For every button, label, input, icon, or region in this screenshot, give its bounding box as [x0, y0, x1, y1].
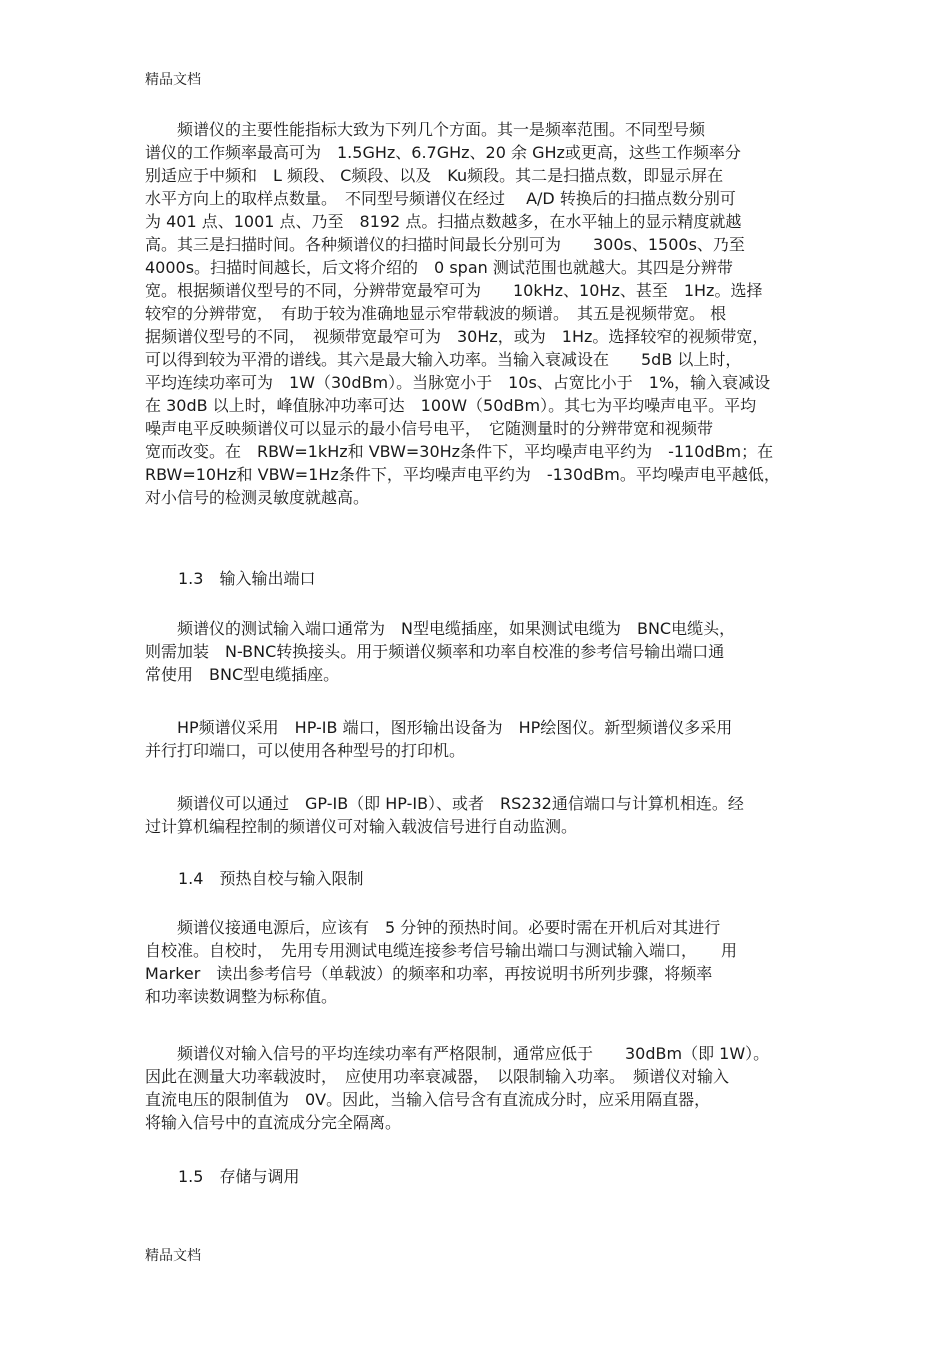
paragraph-gp-ib [145, 792, 815, 838]
text-line: 对小信号的检测灵敏度就越高。 [145, 488, 370, 507]
text-line: 据频谱仪型号的不同， 视频带宽最窄可为 30Hz，或为 1Hz。选择较窄的视频带宽， [145, 327, 769, 346]
text-line: 频谱仪可以通过 GP-IB（即 HP-IB）、或者 RS232通信端口与计算机相连。经 [145, 794, 744, 813]
paragraph-input-limits [145, 1042, 815, 1134]
page-footer-label: 精品文档 [145, 1248, 201, 1264]
text-line: 较窄的分辨带宽， 有助于较为准确地显示窄带载波的频谱。 其五是视频带宽。 根 [145, 304, 727, 323]
text-line: 噪声电平反映频谱仪可以显示的最小信号电平， 它随测量时的分辨带宽和视频带 [145, 419, 714, 438]
text-line: 在 30dB 以上时，峰值脉冲功率可达 100W（50dBm）。其七为平均噪声电平。平均 [145, 396, 757, 415]
text-line: 并行打印端口，可以使用各种型号的打印机。 [145, 741, 466, 760]
text-line: 宽。根据频谱仪型号的不同，分辨带宽最窄可为 10kHz、10Hz、甚至 1Hz。选择 [145, 281, 763, 300]
text-line: 直流电压的限制值为 0V。因此，当输入信号含有直流成分时，应采用隔直器， [145, 1090, 711, 1109]
text-line: 将输入信号中的直流成分完全隔离。 [145, 1113, 402, 1132]
text-line: 频谱仪对输入信号的平均连续功率有严格限制，通常应低于 30dBm（即 1W）。 [145, 1044, 770, 1063]
paragraph-io-ports [145, 617, 815, 686]
section-heading-1-4: 1.4 预热自校与输入限制 [178, 869, 364, 888]
text-line: RBW=10Hz和 VBW=1Hz条件下，平均噪声电平约为 -130dBm。平均噪声电平越低， [145, 465, 780, 484]
paragraph-hp-ib [145, 716, 815, 762]
text-line: 过计算机编程控制的频谱仪可对输入载波信号进行自动监测。 [145, 817, 578, 836]
text-line: 平均连续功率可为 1W（30dBm）。当脉宽小于 10s、占宽比小于 1%，输入衰减设 [145, 373, 771, 392]
text-line: HP频谱仪采用 HP-IB 端口，图形输出设备为 HP绘图仪。新型频谱仪多采用 [145, 718, 733, 737]
text-line: 可以得到较为平滑的谱线。其六是最大输入功率。当输入衰减设在 5dB 以上时， [145, 350, 742, 369]
text-line: 频谱仪的测试输入端口通常为 N型电缆插座，如果测试电缆为 BNC电缆头， [145, 619, 736, 638]
section-heading-1-5: 1.5 存储与调用 [178, 1167, 300, 1186]
text-line: 频谱仪的主要性能指标大致为下列几个方面。其一是频率范围。不同型号频 [145, 120, 706, 139]
page-header-label: 精品文档 [145, 72, 201, 88]
text-line: 则需加装 N-BNC转换接头。用于频谱仪频率和功率自校准的参考信号输出端口通 [145, 642, 725, 661]
text-line: 宽而改变。在 RBW=1kHz和 VBW=30Hz条件下，平均噪声电平约为 -110dBm；在 [145, 442, 774, 461]
text-line: 常使用 BNC型电缆插座。 [145, 665, 340, 684]
text-line: 频谱仪接通电源后，应该有 5 分钟的预热时间。必要时需在开机后对其进行 [145, 918, 721, 937]
text-line: Marker 读出参考信号（单载波）的频率和功率，再按说明书所列步骤，将频率 [145, 964, 713, 983]
text-line: 别适应于中频和 L 频段、 C频段、以及 Ku频段。其二是扫描点数，即显示屏在 [145, 166, 724, 185]
text-line: 谱仪的工作频率最高可为 1.5GHz、6.7GHz、20 余 GHz或更高，这些工作频率分 [145, 143, 741, 162]
paragraph-warmup-calibration [145, 916, 815, 1008]
text-line: 高。其三是扫描时间。各种频谱仪的扫描时间最长分别可为 300s、1500s、乃至 [145, 235, 745, 254]
text-line: 自校准。自校时， 先用专用测试电缆连接参考信号输出端口与测试输入端口， 用 [145, 941, 738, 960]
text-line: 因此在测量大功率载波时， 应使用功率衰减器， 以限制输入功率。 频谱仪对输入 [145, 1067, 730, 1086]
text-line: 水平方向上的取样点数量。 不同型号频谱仪在经过 A/D 转换后的扫描点数分别可 [145, 189, 736, 208]
section-heading-1-3: 1.3 输入输出端口 [178, 569, 316, 588]
text-line: 和功率读数调整为标称值。 [145, 987, 338, 1006]
paragraph-performance-specs [145, 118, 815, 509]
text-line: 4000s。扫描时间越长，后文将介绍的 0 span 测试范围也就越大。其四是分辨带 [145, 258, 733, 277]
text-line: 为 401 点、1001 点、乃至 8192 点。扫描点数越多，在水平轴上的显示精度就越 [145, 212, 742, 231]
